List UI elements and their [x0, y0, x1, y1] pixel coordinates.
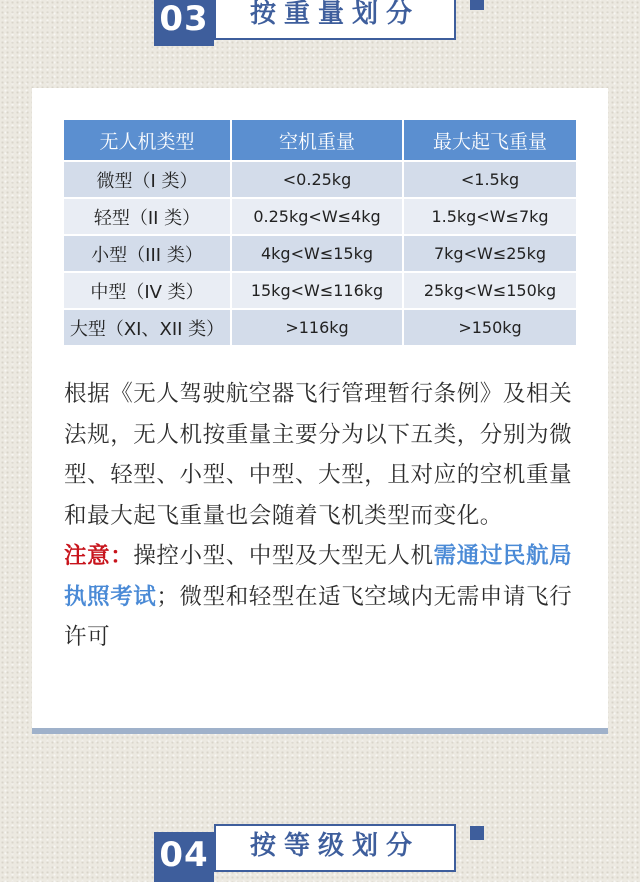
cell-empty-weight: 0.25kg<W≤4kg — [232, 199, 404, 236]
cell-type: 大型（XI、XII 类） — [64, 310, 232, 347]
note-label: 注意： — [64, 543, 134, 569]
cell-type: 中型（IV 类） — [64, 273, 232, 310]
table-row — [64, 310, 576, 347]
section-number-03: 03 — [154, 0, 214, 46]
cell-max-weight: 7kg<W≤25kg — [404, 236, 576, 273]
cell-max-weight: >150kg — [404, 310, 576, 347]
note-text-after: ；微型和轻型在适飞空域内无需申请飞行许可 — [64, 583, 573, 650]
note-text-before: 操控小型、中型及大型无人机 — [133, 543, 434, 569]
content-card — [32, 88, 608, 734]
description-paragraph — [64, 374, 580, 658]
note-highlight: 需通过民航局执照考试 — [64, 543, 573, 610]
header-max-takeoff-weight: 最大起飞重量 — [404, 120, 576, 162]
cell-type: 轻型（II 类） — [64, 199, 232, 236]
decor-square — [470, 0, 484, 10]
cell-empty-weight: <0.25kg — [232, 162, 404, 199]
description-text: 根据《无人驾驶航空器飞行管理暂行条例》及相关法规，无人机按重量主要分为以下五类，分别为微型、轻型、小型、中型、大型，且对应的空机重量和最大起飞重量也会随着飞机类型而变化。 — [64, 381, 573, 529]
section-title-04: 按等级划分 — [214, 824, 456, 872]
decor-square — [470, 826, 484, 840]
cell-max-weight: 1.5kg<W≤7kg — [404, 199, 576, 236]
header-empty-weight: 空机重量 — [232, 120, 404, 162]
cell-max-weight: <1.5kg — [404, 162, 576, 199]
weight-class-table — [64, 120, 576, 347]
cell-empty-weight: 4kg<W≤15kg — [232, 236, 404, 273]
table-row — [64, 236, 576, 273]
cell-empty-weight: >116kg — [232, 310, 404, 347]
cell-empty-weight: 15kg<W≤116kg — [232, 273, 404, 310]
cell-type: 小型（III 类） — [64, 236, 232, 273]
cell-type: 微型（I 类） — [64, 162, 232, 199]
section-number-04: 04 — [154, 832, 214, 882]
section-title-03: 按重量划分 — [214, 0, 456, 40]
table-row — [64, 199, 576, 236]
header-drone-type: 无人机类型 — [64, 120, 232, 162]
table-row — [64, 162, 576, 199]
cell-max-weight: 25kg<W≤150kg — [404, 273, 576, 310]
table-row — [64, 273, 576, 310]
table-header-row — [64, 120, 576, 162]
